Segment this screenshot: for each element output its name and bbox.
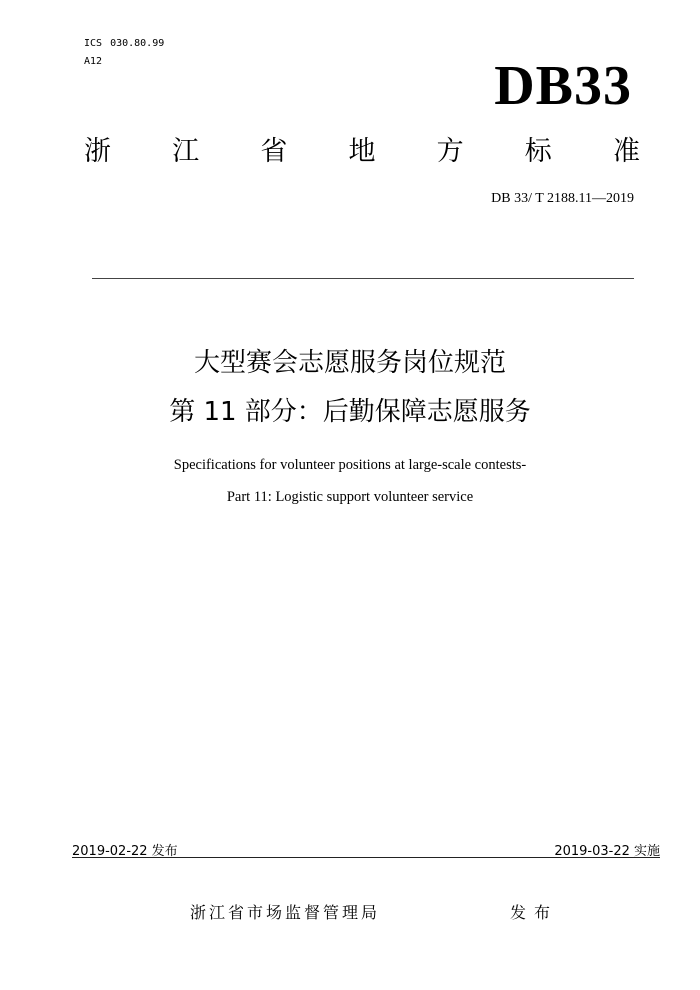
effective-date: 2019-03-22 实施 [554,844,660,859]
ics-classification [84,38,164,49]
title-en-main: Specifications for volunteer positions at large-scale contests- [173,457,527,473]
ics-label: ICS [84,38,103,49]
standard-type [84,136,640,168]
top-divider [92,278,634,279]
title-zh-part: 第 11 部分：后勤保障志愿服务 [169,397,531,427]
title-zh-main: 大型赛会志愿服务岗位规范 [193,348,506,378]
standard-number: DB 33/ T 2188.11—2019 [491,191,634,206]
ccs-code: A12 [84,56,103,67]
ics-code: 030.80.99 [110,38,165,49]
standard-type-char: 标 [524,136,552,167]
issue-date: 2019-02-22 发布 [72,844,178,859]
standard-type-char: 省 [260,136,288,167]
bottom-divider [72,857,660,858]
standard-type-char: 准 [612,136,640,167]
issuing-authority: 浙江省市场监督管理局 [190,903,381,922]
standard-code: DB33 [494,55,632,117]
standard-type-char: 浙 [84,136,111,167]
standard-type-char: 方 [436,136,464,167]
standard-type-char: 地 [348,136,376,167]
title-en-part: Part 11: Logistic support volunteer service [226,489,474,505]
issue-action: 发布 [510,903,559,922]
standard-type-char: 江 [172,136,200,167]
